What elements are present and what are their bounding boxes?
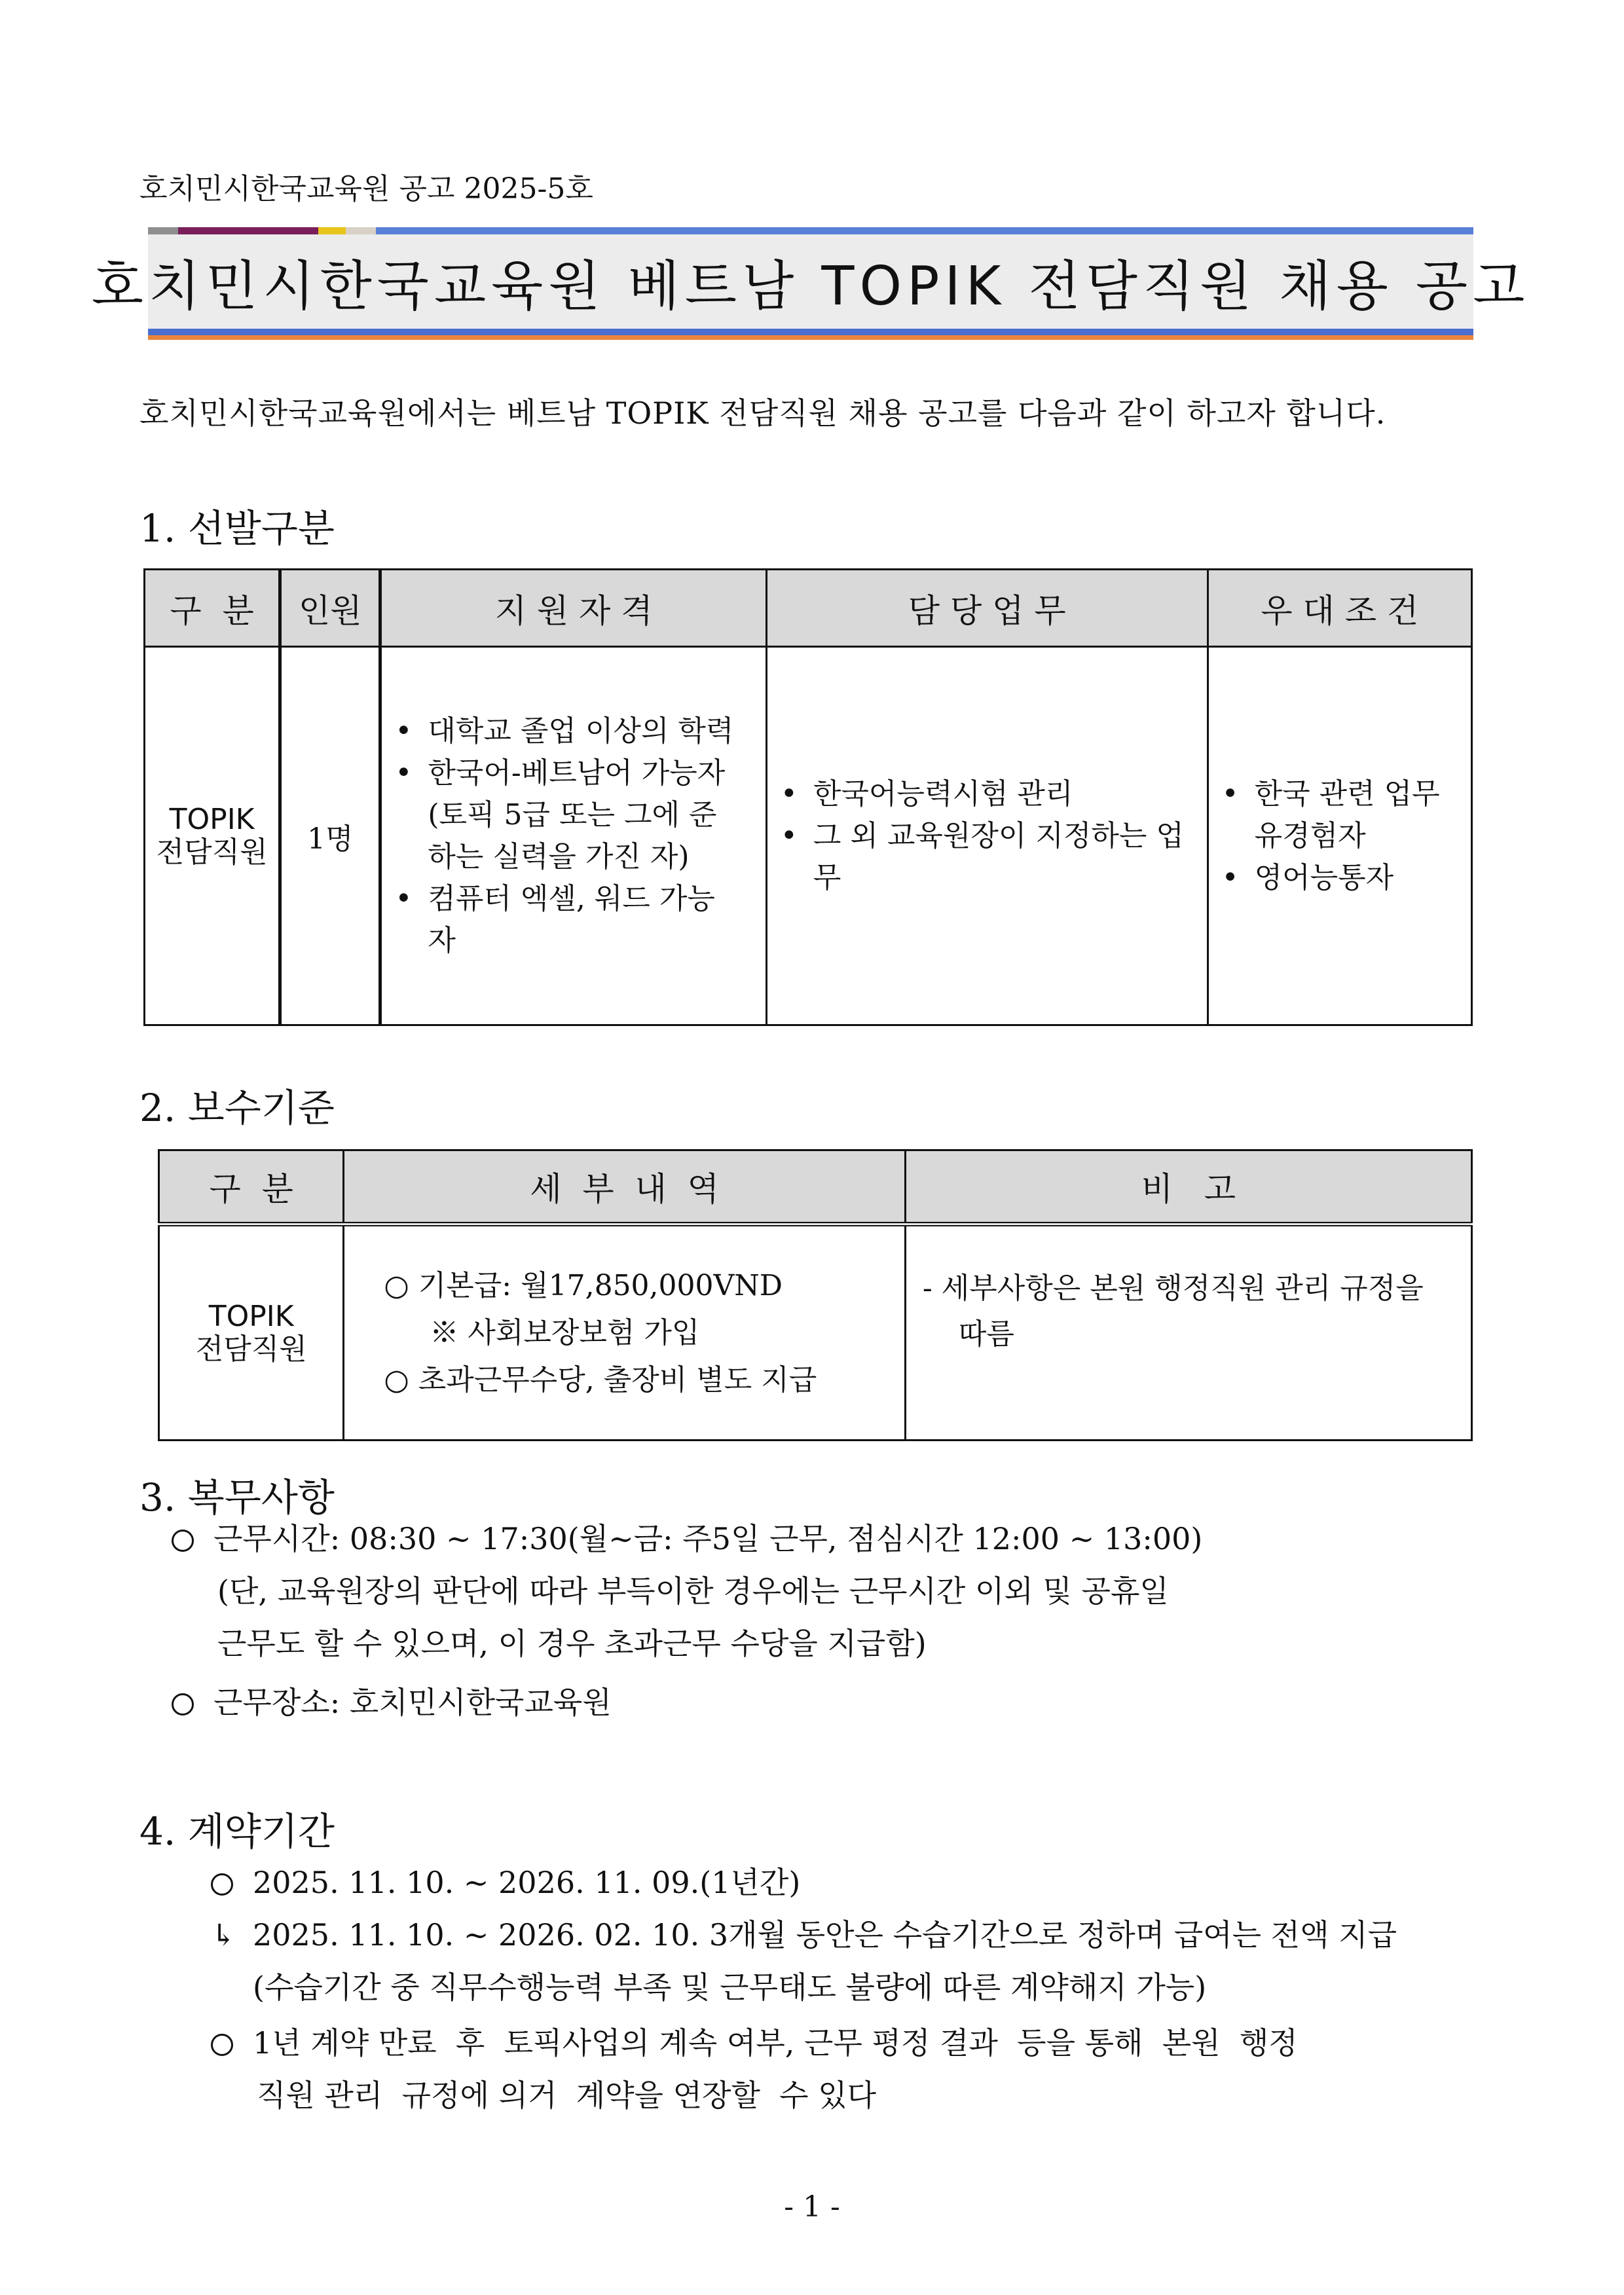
section-heading-selection: 1. 선발구분 <box>139 506 335 551</box>
intro-text: 호치민시한국교육원에서는 베트남 TOPIK 전담직원 채용 공고를 다음과 같이 하고자 합니다. <box>139 395 1386 431</box>
qualifications-cell <box>380 647 767 1025</box>
work-hours-note-2: 근무도 할 수 있으며, 이 경우 초과근무 수당을 지급함) <box>217 1626 927 1661</box>
circle-bullet-icon <box>211 2034 233 2056</box>
list-item: • 컴퓨터 엑셀, 워드 가능자 <box>395 878 739 962</box>
probation-line: ↳ 2025. 11. 10. ~ 2026. 02. 10. 3개월 동안은 수습기간으로 정하며 급여는 전액 지급 <box>211 1909 1397 1961</box>
category-cell: TOPIK 전담직원 <box>159 1224 344 1441</box>
insurance-note: ※ 사회보장보험 가입 <box>430 1315 700 1349</box>
notice-number: 호치민시한국교육원 공고 2025-5호 <box>139 172 593 206</box>
table-row <box>145 647 1472 1025</box>
pay-table <box>158 1149 1473 1441</box>
probation-note: (수습기간 중 직무수행능력 부족 및 근무태도 불량에 따른 계약해지 가능) <box>253 1970 1207 2005</box>
duties-cell <box>766 647 1208 1025</box>
list-item: • 대학교 졸업 이상의 학력 <box>395 710 739 752</box>
preferences-cell <box>1208 647 1471 1025</box>
remark-line: 따름 <box>958 1317 1014 1351</box>
count-cell: 1명 <box>280 647 380 1025</box>
list-item: • 한국어-베트남어 가능자(토픽 5급 또는 그에 준하는 실력을 가진 자) <box>395 752 739 878</box>
work-hours-note-1: (단, 교육원장의 판단에 따라 부득이한 경우에는 근무시간 이외 및 공휴일 <box>217 1573 1169 1609</box>
remark-line: - 세부사항은 본원 행정직원 관리 규정을 <box>922 1272 1424 1305</box>
arrow-return-icon: ↳ <box>211 1917 236 1953</box>
list-item: • 한국어능력시험 관리 <box>781 773 1207 815</box>
col-qualifications: 지 원 자 격 <box>380 570 767 647</box>
circle-bullet-icon <box>211 1873 233 1896</box>
title-top-stripe <box>148 227 1473 234</box>
contract-period-line: 2025. 11. 10. ~ 2026. 11. 09.(1년간) <box>211 1856 800 1909</box>
renewal-line-2: 직원 관리 규정에 의거 계약을 연장할 수 있다 <box>257 2078 877 2113</box>
work-hours-line: 근무시간: 08:30 ~ 17:30(월~금: 주5일 근무, 점심시간 12:00 ~ 13:00) <box>172 1513 1202 1565</box>
circle-bullet-icon <box>172 1530 194 1552</box>
list-item: • 그 외 교육원장이 지정하는 업무 <box>781 815 1207 899</box>
title-bottom-accent <box>148 335 1473 340</box>
col-category: 구 분 <box>159 1150 344 1224</box>
list-item: • 영어능통자 <box>1222 857 1471 899</box>
category-cell: TOPIK 전담직원 <box>145 647 280 1025</box>
selection-table <box>143 568 1473 1026</box>
renewal-line-1: 1년 계약 만료 후 토픽사업의 계속 여부, 근무 평정 결과 등을 통해 본원 행정 <box>211 2017 1298 2069</box>
page-number: - 1 - <box>784 2190 840 2224</box>
title-banner <box>91 234 1530 329</box>
table-header-row <box>159 1150 1472 1224</box>
table-header-row <box>145 570 1472 647</box>
list-item: • 한국 관련 업무 유경험자 <box>1222 773 1471 857</box>
table-row <box>159 1224 1472 1441</box>
col-count: 인원 <box>280 570 380 647</box>
page-title: 호치민시한국교육원 베트남 TOPIK 전담직원 채용 공고 <box>91 255 1530 318</box>
section-heading-duty: 3. 복무사항 <box>139 1475 335 1520</box>
work-place-line: 근무장소: 호치민시한국교육원 <box>172 1676 612 1729</box>
extra-pay: ○ 초과근무수당, 출장비 별도 지급 <box>384 1363 817 1397</box>
col-preferences: 우 대 조 건 <box>1208 570 1471 647</box>
section-heading-contract: 4. 계약기간 <box>139 1809 335 1854</box>
col-details: 세 부 내 역 <box>344 1150 905 1224</box>
remarks-cell <box>905 1224 1471 1441</box>
col-remarks: 비 고 <box>905 1150 1471 1224</box>
base-pay: ○ 기본급: 월17,850,000VND <box>384 1268 783 1302</box>
pay-details-cell <box>344 1224 905 1441</box>
col-category: 구 분 <box>145 570 280 647</box>
section-heading-pay: 2. 보수기준 <box>139 1086 335 1130</box>
circle-bullet-icon <box>172 1693 194 1716</box>
col-duties: 담 당 업 무 <box>766 570 1208 647</box>
title-bottom-stripe <box>148 329 1473 335</box>
